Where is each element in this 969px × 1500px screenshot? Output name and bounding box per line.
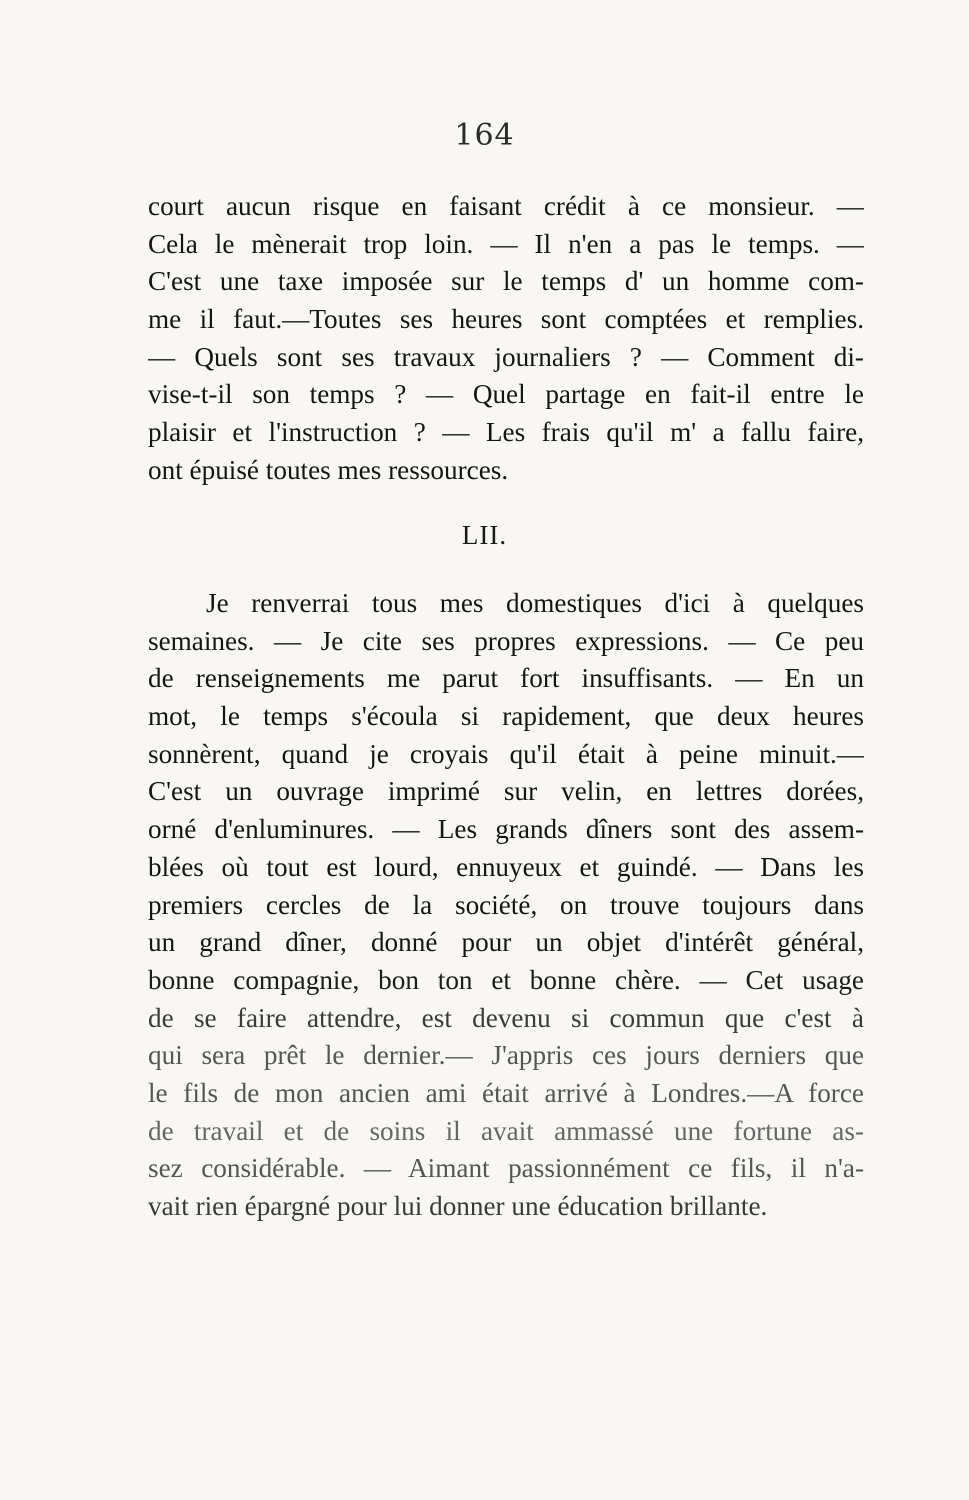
text-line: de travail et de soins il avait ammassé une fortune as-: [148, 1115, 864, 1146]
paragraph-2: [148, 585, 864, 1226]
text-line: court aucun risque en faisant crédit à ce monsieur. —: [148, 191, 864, 221]
text-line: Je renverrai tous mes domestiques d'ici à quelques: [206, 588, 864, 618]
text-line: blées où tout est lourd, ennuyeux et guindé. — Dans les: [148, 851, 864, 882]
page-number: 164: [454, 118, 515, 153]
text-line: Cela le mènerait trop loin. — Il n'en a pas le temps. —: [148, 228, 864, 259]
text-line: qui sera prêt le dernier.— J'appris ces jours derniers que: [148, 1040, 864, 1071]
text-line: le fils de mon ancien ami était arrivé à Londres.—A force: [148, 1077, 864, 1108]
text-line: premiers cercles de la société, on trouve toujours dans: [148, 889, 864, 920]
text-line: C'est un ouvrage imprimé sur velin, en lettres dorées,: [148, 776, 864, 807]
text-line: sez considérable. — Aimant passionnément ce fils, il n'a-: [148, 1153, 864, 1184]
section-heading: LII.: [461, 520, 508, 550]
text-line: de se faire attendre, est devenu si commun que c'est à: [148, 1002, 864, 1033]
text-line: — Quels sont ses travaux journaliers ? — Comment di-: [148, 341, 864, 372]
text-line: semaines. — Je cite ses propres expressions. — Ce peu: [148, 625, 864, 656]
text-line: plaisir et l'instruction ? — Les frais qu'il m' a fallu faire,: [148, 417, 864, 448]
text-line: C'est une taxe imposée sur le temps d' un homme com-: [148, 266, 864, 297]
text-line: mot, le temps s'écoula si rapidement, que deux heures: [148, 701, 864, 732]
text-line: un grand dîner, donné pour un objet d'intérêt général,: [148, 927, 864, 958]
text-line: ont épuisé toutes mes ressources.: [148, 454, 509, 485]
paragraph-1: [148, 188, 864, 490]
text-line: sonnèrent, quand je croyais qu'il était à peine minuit.—: [148, 738, 864, 769]
text-line: vise-t-il son temps ? — Quel partage en fait-il entre le: [148, 379, 864, 410]
text-line: me il faut.—Toutes ses heures sont comptées et remplies.: [148, 304, 864, 335]
text-line: vait rien épargné pour lui donner une éducation brillante.: [148, 1191, 768, 1221]
text-line: orné d'enluminures. — Les grands dîners sont des assem-: [148, 814, 864, 845]
text-line: bonne compagnie, bon ton et bonne chère. — Cet usage: [148, 964, 864, 995]
text-line: de renseignements me parut fort insuffisants. — En un: [148, 663, 864, 694]
